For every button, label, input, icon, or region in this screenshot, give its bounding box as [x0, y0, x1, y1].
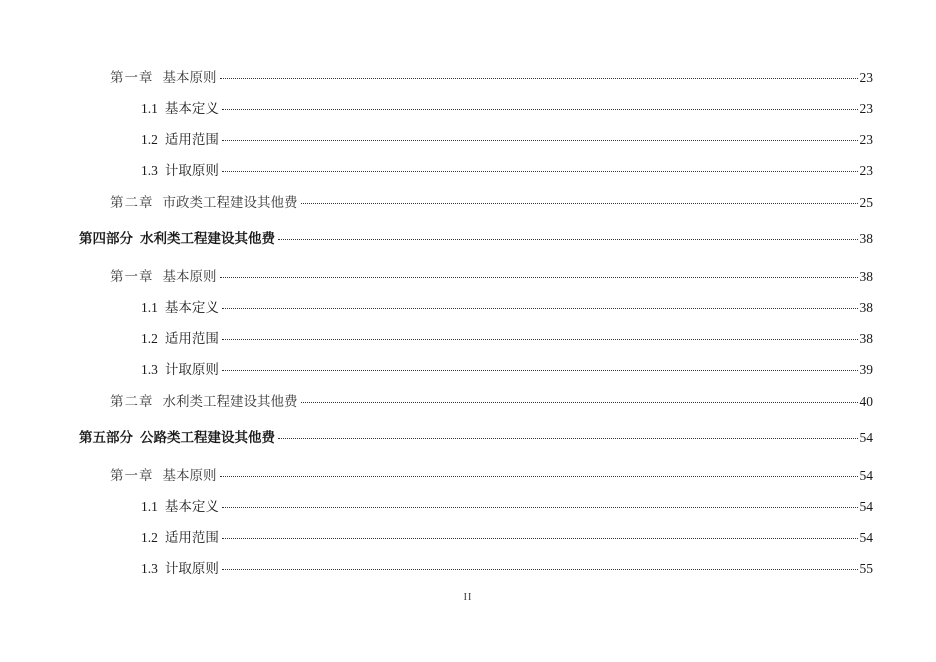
toc-entry-title: 水利类工程建设其他费 [162, 394, 298, 410]
toc-entry-page: 54 [859, 499, 873, 514]
dot-leader [222, 308, 858, 309]
toc-entry[interactable] [141, 559, 873, 579]
toc-entry-title: 公路类工程建设其他费 [140, 430, 275, 446]
toc-entry-title: 基本定义 [164, 499, 219, 515]
toc-entry[interactable] [110, 68, 873, 88]
toc-entry-title: 适用范围 [164, 331, 219, 347]
toc-entry[interactable] [141, 329, 873, 349]
dot-leader [278, 438, 858, 439]
dot-leader [220, 277, 858, 278]
dot-leader [220, 78, 858, 79]
toc-entry-page: 23 [859, 163, 873, 178]
toc-entry[interactable] [110, 392, 873, 412]
toc-entry-number: 第一章 [110, 70, 154, 86]
toc-entry-page: 38 [859, 331, 873, 346]
toc-entry[interactable] [110, 267, 873, 287]
toc-entry-title: 适用范围 [164, 132, 219, 148]
toc-entry-number: 第一章 [110, 269, 154, 285]
toc-entry-number: 第二章 [110, 195, 154, 211]
toc-entry-number: 1.3 [141, 362, 158, 377]
toc-entry-title: 计取原则 [164, 163, 219, 179]
toc-entry-page: 23 [859, 132, 873, 147]
dot-leader [301, 402, 858, 403]
toc-entry-page: 55 [859, 561, 873, 576]
dot-leader [222, 339, 858, 340]
toc-entry-number: 1.1 [141, 300, 158, 315]
toc-entry-number: 1.1 [141, 101, 158, 116]
toc-entry[interactable] [110, 193, 873, 213]
toc-entry-number: 1.1 [141, 499, 158, 514]
dot-leader [301, 203, 858, 204]
toc-entry-title: 基本定义 [164, 101, 219, 117]
toc-part-entry[interactable] [79, 229, 873, 249]
toc-entry-page: 23 [859, 70, 873, 85]
toc-entry-title: 基本原则 [162, 269, 217, 285]
toc-entry-page: 54 [859, 468, 873, 483]
toc-entry-page: 40 [859, 394, 873, 409]
dot-leader [222, 370, 858, 371]
toc-entry-page: 25 [859, 195, 873, 210]
toc-entry[interactable] [141, 161, 873, 181]
toc-entry-title: 水利类工程建设其他费 [140, 231, 275, 247]
toc-entry-number: 第一章 [110, 468, 154, 484]
toc-entry[interactable] [141, 497, 873, 517]
toc-entry-title: 适用范围 [164, 530, 219, 546]
toc-entry-number: 1.3 [141, 561, 158, 576]
toc-entry[interactable] [141, 99, 873, 119]
toc-entry-title: 基本原则 [162, 468, 217, 484]
toc-entry-page: 38 [859, 269, 873, 284]
toc-entry-page: 39 [859, 362, 873, 377]
toc-entry-page: 23 [859, 101, 873, 116]
toc-entry-number: 1.2 [141, 132, 158, 147]
toc-entry[interactable] [141, 298, 873, 318]
dot-leader [222, 140, 858, 141]
dot-leader [222, 569, 858, 570]
page-number: II [463, 592, 473, 603]
toc-entry-title: 基本原则 [162, 70, 217, 86]
toc-entry[interactable] [141, 360, 873, 380]
toc-entry-page: 38 [859, 231, 873, 246]
toc-entry-number: 1.3 [141, 163, 158, 178]
dot-leader [222, 171, 858, 172]
toc-entry-page: 38 [859, 300, 873, 315]
toc-entry-number: 第五部分 [79, 430, 133, 446]
toc-entry-number: 第四部分 [79, 231, 133, 247]
toc-entry-number: 第二章 [110, 394, 154, 410]
dot-leader [220, 476, 858, 477]
toc-entry[interactable] [141, 528, 873, 548]
toc-entry-number: 1.2 [141, 331, 158, 346]
dot-leader [222, 507, 858, 508]
toc-part-entry[interactable] [79, 428, 873, 448]
toc-entry-title: 计取原则 [164, 561, 219, 577]
toc-entry-page: 54 [859, 430, 873, 445]
toc-entry-title: 基本定义 [164, 300, 219, 316]
toc-entry-title: 计取原则 [164, 362, 219, 378]
dot-leader [222, 538, 858, 539]
toc-entry[interactable] [110, 466, 873, 486]
toc-entry-number: 1.2 [141, 530, 158, 545]
dot-leader [222, 109, 858, 110]
dot-leader [278, 239, 858, 240]
toc-entry-page: 54 [859, 530, 873, 545]
toc-entry-title: 市政类工程建设其他费 [162, 195, 298, 211]
toc-entry[interactable] [141, 130, 873, 150]
